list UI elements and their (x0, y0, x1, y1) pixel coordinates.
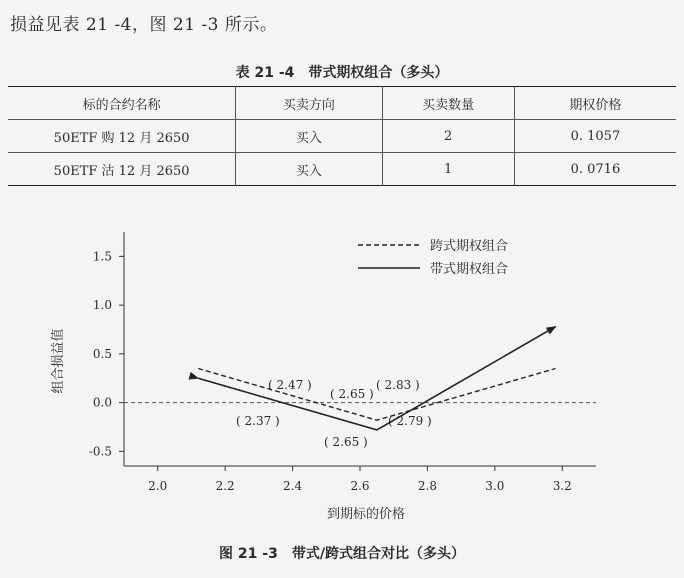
cell-direction: 买入 (236, 120, 382, 153)
y-tick-label: 0.0 (92, 395, 112, 410)
cell-underlying-name: 50ETF 沽 12 月 2650 (53, 163, 190, 179)
x-tick-label: 2.4 (283, 479, 303, 493)
header-option-price: 期权价格 (514, 87, 676, 120)
figure-caption: 图 21 -3 带式/跨式组合对比（多头） (219, 546, 465, 562)
y-tick-label: -0.5 (88, 444, 112, 459)
header-direction: 买卖方向 (236, 87, 382, 120)
point-annotation: ( 2.65 ) (330, 387, 374, 401)
point-annotation: ( 2.47 ) (268, 378, 312, 392)
y-tick-label: 0.5 (92, 346, 112, 361)
x-tick-label: 3.2 (552, 479, 572, 493)
cell-quantity: 1 (382, 153, 514, 186)
point-annotation: ( 2.83 ) (376, 378, 420, 392)
cell-quantity: 2 (382, 120, 514, 153)
legend-label: 带式期权组合 (430, 262, 509, 277)
intro-paragraph: 损益见表 21 -4，图 21 -3 所示。 (10, 15, 278, 35)
cell-direction: 买入 (236, 153, 382, 186)
cell-underlying-name: 50ETF 购 12 月 2650 (53, 130, 190, 146)
x-tick-label: 2.2 (215, 479, 235, 493)
x-tick-label: 2.8 (417, 479, 437, 493)
cell-option-price: 0. 1057 (514, 120, 676, 153)
x-tick-label: 2.0 (148, 479, 168, 493)
x-axis-title: 到期标的价格 (326, 507, 406, 522)
y-axis-title: 组合损益值 (51, 328, 66, 394)
cell-option-price: 0. 0716 (514, 153, 676, 186)
point-annotation: ( 2.65 ) (324, 435, 368, 449)
point-annotation: ( 2.37 ) (236, 414, 280, 428)
y-tick-label: 1.5 (92, 249, 112, 264)
x-tick-label: 2.6 (350, 479, 370, 493)
header-quantity: 买卖数量 (382, 87, 514, 120)
point-annotation: ( 2.79 ) (388, 414, 432, 428)
x-tick-label: 3.0 (485, 479, 505, 493)
y-tick-label: 1.0 (92, 298, 112, 313)
legend-label: 跨式期权组合 (430, 239, 509, 254)
table-title: 表 21 -4 带式期权组合（多头） (235, 65, 449, 81)
header-underlying-name: 标的合约名称 (82, 97, 161, 113)
